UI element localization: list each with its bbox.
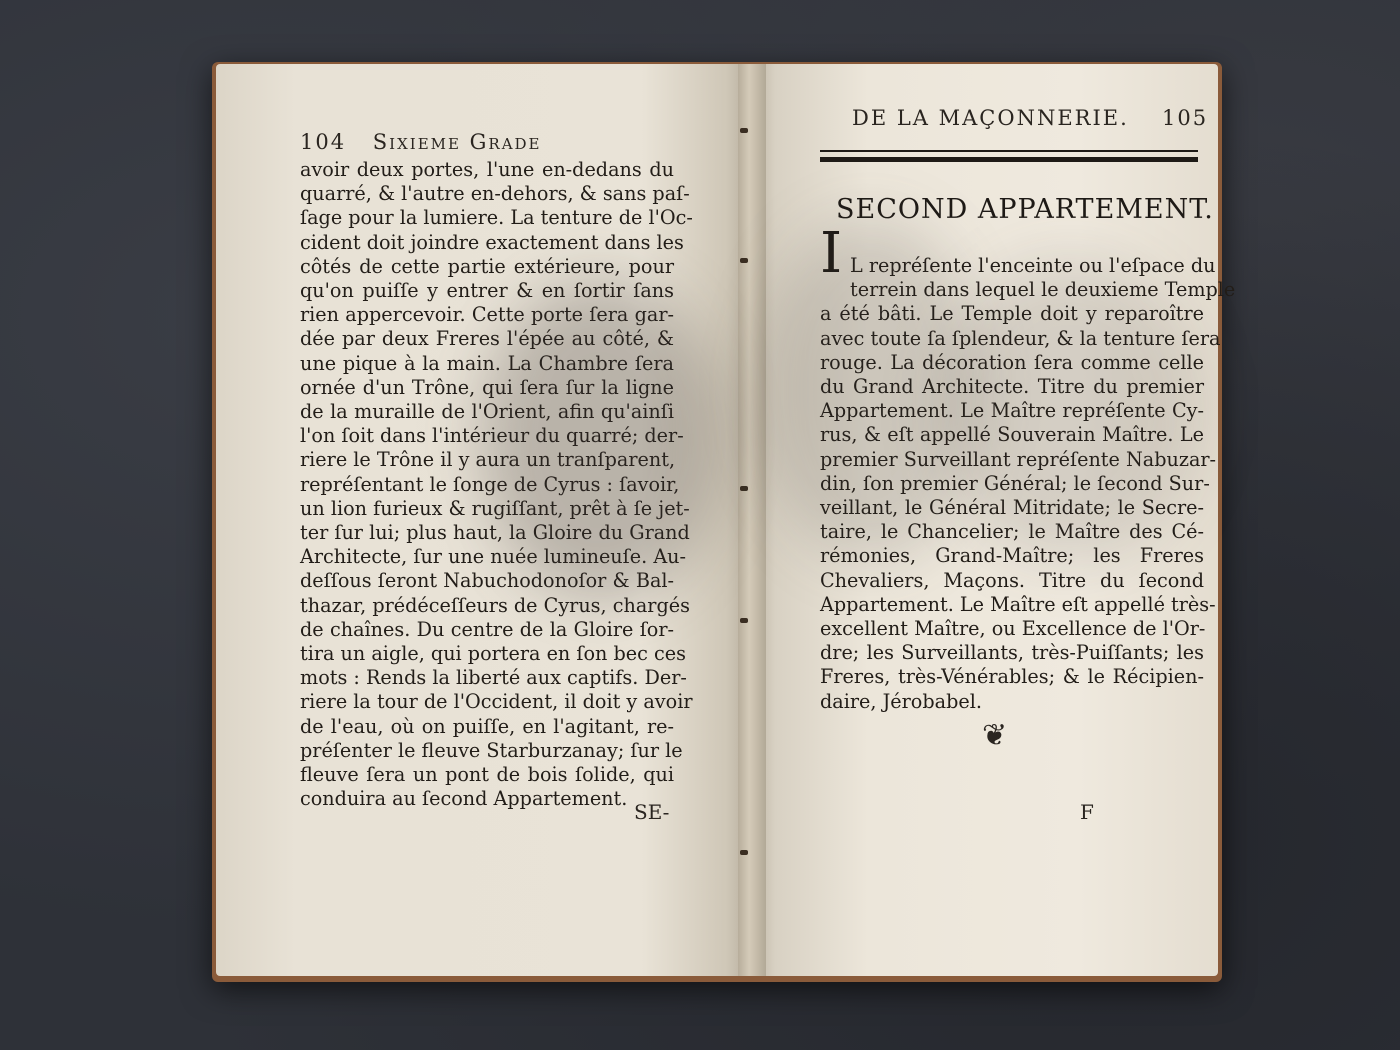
text-line: terrein dans lequel le deuxieme Temple	[850, 278, 1236, 302]
text-line: ter ſur lui; plus haut, la Gloire du Grand	[300, 521, 690, 545]
text-line: ſage pour la lumiere. La tenture de l'Oc-	[300, 206, 693, 230]
text-line: mots : Rends la liberté aux captifs. Der-	[300, 666, 687, 690]
right-page-body	[820, 254, 1236, 714]
left-running-title: Sixieme Grade	[372, 130, 542, 154]
text-line: L repréſente l'enceinte ou l'eſpace du	[850, 254, 1216, 277]
text-line: riere la tour de l'Occident, il doit y avoir	[300, 690, 693, 714]
binding-stitch	[740, 850, 748, 855]
text-line: daire, Jérobabel.	[820, 689, 982, 713]
text-line: Architecte, ſur une nuée lumineuſe. Au-	[300, 545, 687, 569]
text-line: avoir deux portes, l'une en-dedans du	[300, 158, 674, 181]
text-line: Freres, très-Vénérables; & le Récipien-	[820, 665, 1204, 689]
binding-stitch	[740, 128, 748, 133]
text-line: deſſous ſeront Nabuchodonoſor & Bal-	[300, 569, 674, 593]
text-line: rouge. La décoration ſera comme celle	[820, 350, 1204, 374]
text-line: Appartement. Le Maître repréſente Cy-	[820, 399, 1204, 423]
binding-stitch	[740, 486, 748, 491]
text-line: rus, & eſt appellé Souverain Maître. Le	[820, 423, 1204, 447]
text-line: l'on ſoit dans l'intérieur du quarré; der-	[300, 424, 684, 448]
text-line: de chaînes. Du centre de la Gloire ſor-	[300, 617, 674, 641]
right-page-number: 105	[1162, 106, 1209, 130]
text-line: de la muraille de l'Orient, afin qu'ainſi	[300, 400, 674, 424]
text-line: veillant, le Général Mitridate; le Secre-	[820, 496, 1204, 520]
text-line: du Grand Architecte. Titre du premier	[820, 375, 1204, 399]
right-catchword: F	[1080, 800, 1094, 824]
binding-stitch	[740, 258, 748, 263]
text-line: thazar, prédéceſſeurs de Cyrus, chargés	[300, 593, 690, 617]
text-line: cident doit joindre exactement dans les	[300, 230, 684, 254]
text-line: riere le Trône il y aura un tranſparent,	[300, 448, 676, 472]
header-rule	[820, 150, 1198, 162]
text-line: une pique à la main. La Chambre ſera	[300, 351, 674, 375]
text-line: dre; les Surveillants, très-Puiſſants; les	[820, 641, 1204, 665]
text-line: premier Surveillant repréſente Nabuzar-	[820, 447, 1217, 471]
left-catchword: SE-	[634, 800, 670, 824]
text-line: avec toute ſa ſplendeur, & la tenture ſera	[820, 326, 1221, 350]
text-line: a été bâti. Le Temple doit y reparoître	[820, 302, 1204, 326]
left-running-head	[300, 130, 542, 154]
text-line: quarré, & l'autre en-dehors, & sans paſ-	[300, 182, 690, 206]
text-line: côtés de cette partie extérieure, pour	[300, 254, 674, 278]
fleuron-ornament: ❦	[982, 718, 1008, 753]
text-line: tira un aigle, qui portera en ſon bec ces	[300, 642, 686, 666]
text-line: Appartement. Le Maître eſt appellé très-	[820, 592, 1216, 616]
text-line: fleuve ſera un pont de bois ſolide, qui	[300, 763, 674, 787]
text-line: excellent Maître, ou Excellence de l'Or-	[820, 617, 1206, 641]
text-line: un lion furieux & rugiſſant, prêt à ſe jet-	[300, 496, 690, 520]
text-line: préſenter le fleuve Starburzanay; ſur le	[300, 738, 683, 762]
text-line: din, ſon premier Général; le ſecond Sur-	[820, 471, 1210, 495]
text-line: rémonies, Grand-Maître; les Freres	[820, 544, 1204, 568]
text-line: Chevaliers, Maçons. Titre du ſecond	[820, 568, 1204, 592]
text-line: de l'eau, où on puiſſe, en l'agitant, re-	[300, 714, 674, 738]
drop-cap: I	[820, 221, 843, 286]
right-running-title: DE LA MAÇONNERIE.	[852, 106, 1129, 130]
left-page-number: 104	[300, 130, 347, 154]
text-line: repréſentant le ſonge de Cyrus : ſavoir,	[300, 472, 680, 496]
text-line: rien appercevoir. Cette porte ſera gar-	[300, 303, 674, 327]
text-line: taire, le Chancelier; le Maître des Cé-	[820, 520, 1204, 544]
book-gutter	[738, 64, 766, 976]
text-line: conduira au ſecond Appartement.	[300, 787, 628, 811]
section-title: SECOND APPARTEMENT.	[836, 194, 1214, 225]
left-page-body	[300, 158, 693, 811]
text-line: dée par deux Freres l'épée au côté, &	[300, 327, 674, 351]
binding-stitch	[740, 618, 748, 623]
text-line: qu'on puiſſe y entrer & en ſortir ſans	[300, 279, 674, 303]
text-line: ornée d'un Trône, qui ſera ſur la ligne	[300, 375, 674, 399]
